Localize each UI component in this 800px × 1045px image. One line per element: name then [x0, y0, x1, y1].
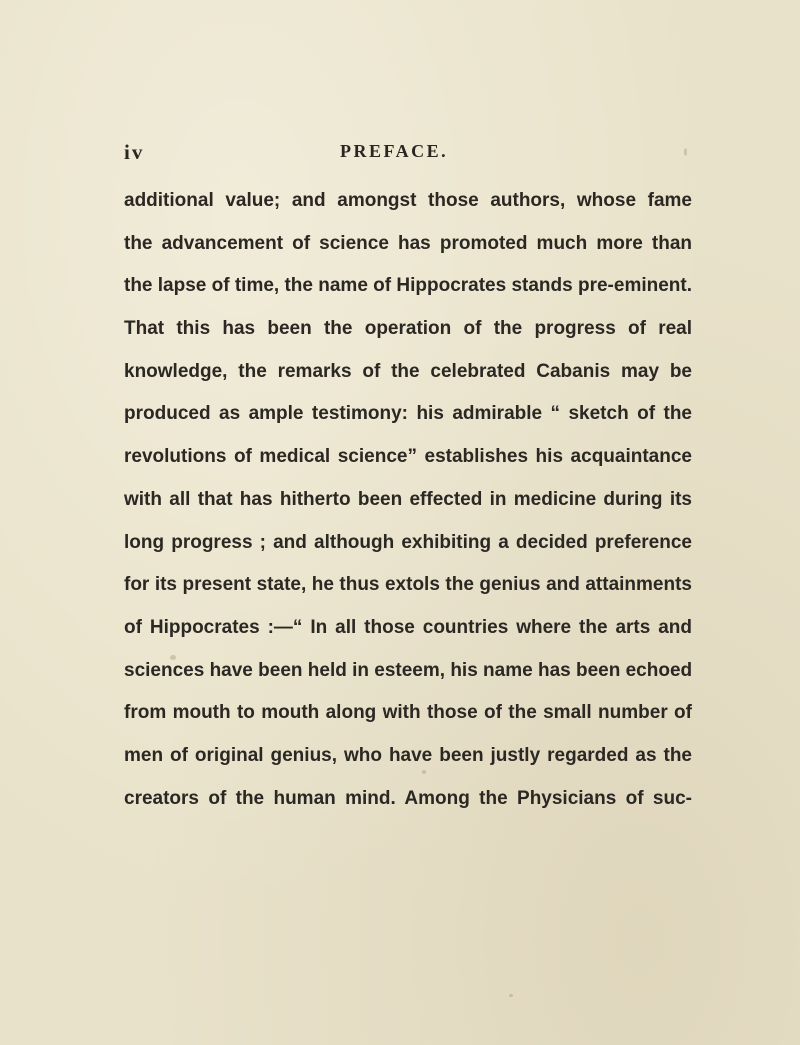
running-head: PREFACE. — [340, 141, 449, 161]
body-text — [124, 180, 692, 820]
page-header — [124, 140, 694, 170]
text-line: That this has been the operation of the progress of real — [124, 318, 692, 340]
text-line: knowledge, the remarks of the celebrated Cabanis may be — [124, 360, 692, 382]
paper-speck — [422, 770, 426, 774]
text-line: additional value; and amongst those authors, whose fame — [124, 190, 692, 211]
text-line: for its present state, he thus extols the genius and attainments — [124, 574, 692, 596]
text-line: creators of the human mind. Among the Physicians of suc- — [124, 787, 692, 809]
text-line: sciences have been held in esteem, his name has been echoed — [124, 659, 692, 681]
text-line: of Hippocrates :—“ In all those countries where the arts and — [124, 616, 692, 638]
text-line: with all that has hitherto been effected in medicine during its — [124, 488, 692, 510]
paper-speck — [170, 655, 176, 660]
paper-speck — [509, 994, 513, 997]
page-number: iv — [124, 140, 145, 164]
text-line: the lapse of time, the name of Hippocrates stands pre-eminent. — [124, 275, 692, 297]
text-line: long progress ; and although exhibiting a decided preference — [124, 531, 692, 553]
text-line: produced as ample testimony: his admirable “ sketch of the — [124, 403, 692, 425]
paper-speck — [684, 148, 687, 156]
text-line: men of original genius, who have been justly regarded as the — [124, 744, 692, 766]
text-line: from mouth to mouth along with those of the small number of — [124, 702, 692, 724]
text-line: revolutions of medical science” establishes his acquaintance — [124, 446, 692, 468]
text-line: the advancement of science has promoted much more than — [124, 232, 692, 254]
